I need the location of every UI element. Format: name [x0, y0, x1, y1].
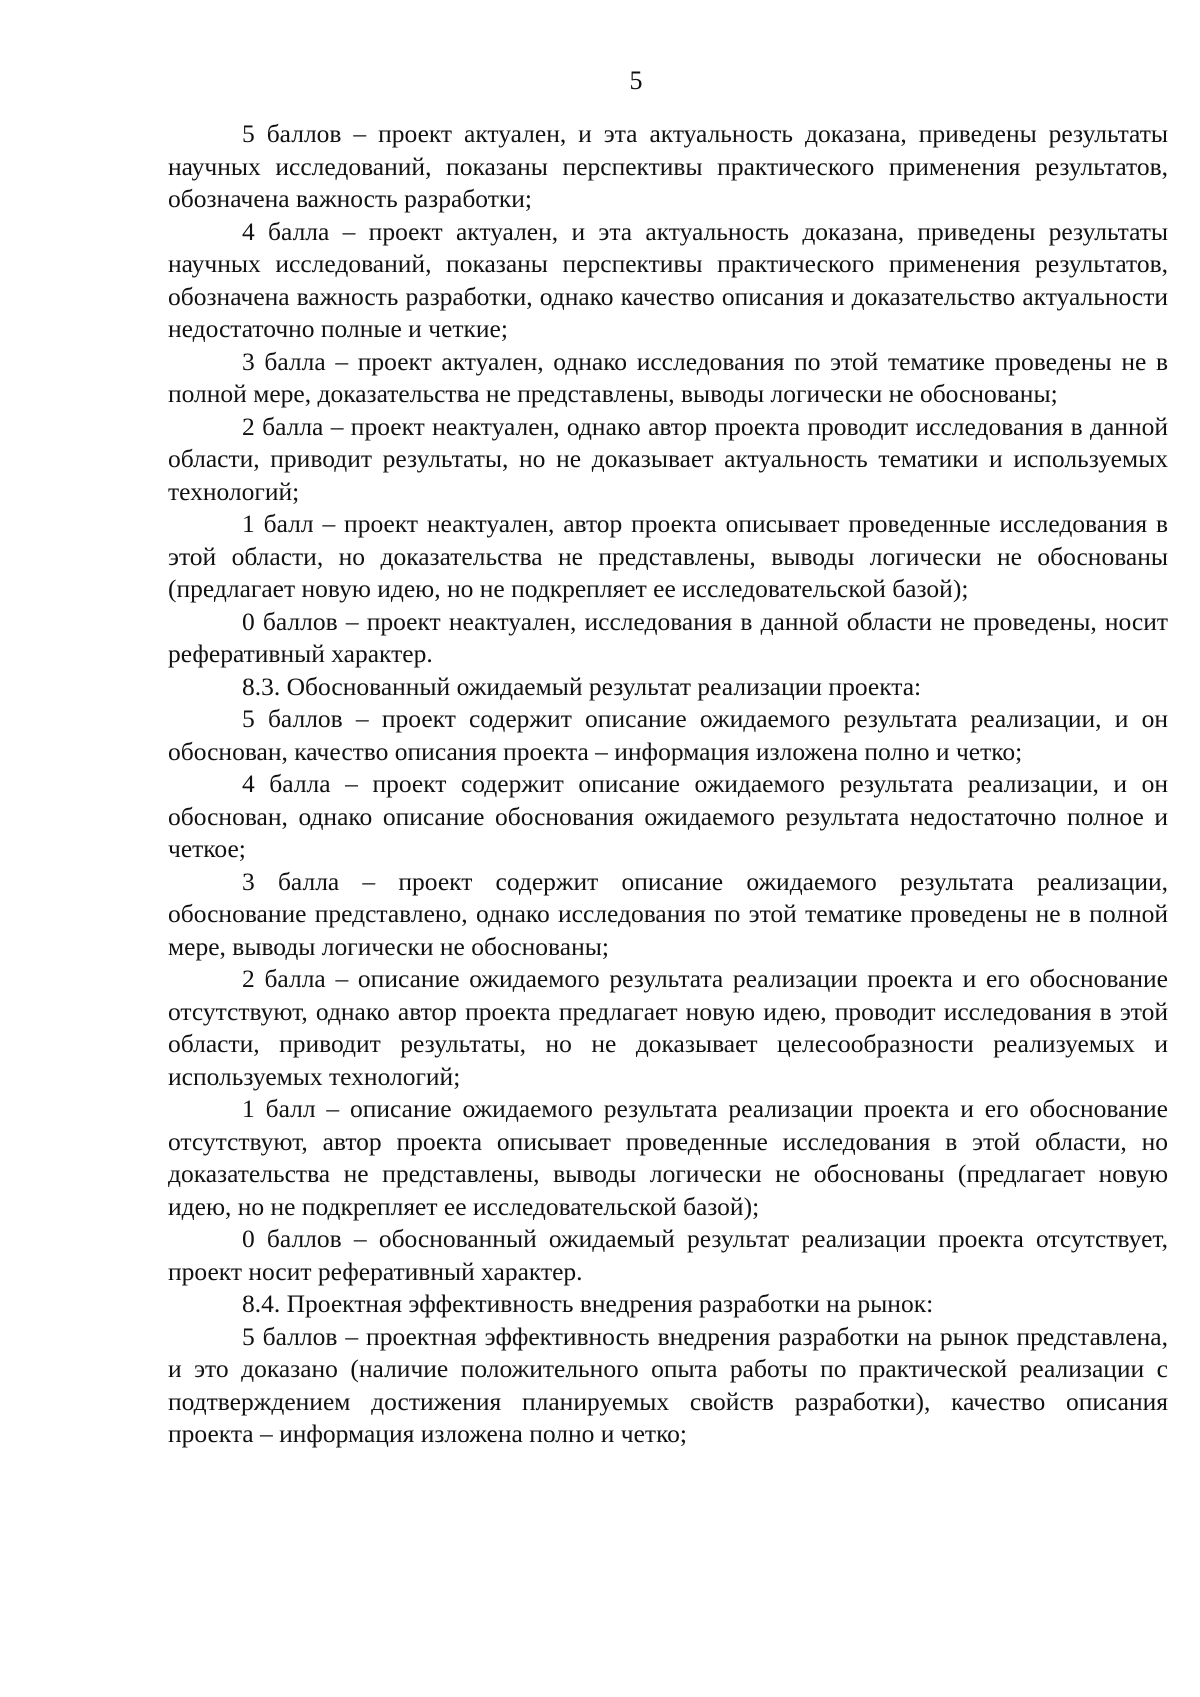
criterion-8-3-score-0: 0 баллов – обоснованный ожидаемый результат реализации проекта отсутствует, проект носит реферативный характер.: [168, 1224, 1168, 1286]
criterion-8-2-score-5: 5 баллов – проект актуален, и эта актуальность доказана, приведены результаты научных исследований, показаны перспективы практического применения результатов, обозначена важность разработки;: [168, 119, 1168, 213]
section-heading-8-3: 8.3. Обоснованный ожидаемый результат реализации проекта:: [242, 671, 922, 701]
criterion-8-2-score-0: 0 баллов – проект неактуален, исследования в данной области не проведены, носит реферативный характер.: [168, 606, 1168, 668]
criterion-8-3-score-4: 4 балла – проект содержит описание ожидаемого результата реализации, и он обоснован, однако описание обоснования ожидаемого результата недостаточно полное и четкое;: [168, 769, 1168, 863]
criterion-8-2-score-1: 1 балл – проект неактуален, автор проекта описывает проведенные исследования в этой области, но доказательства не представлены, выводы логически не обоснованы (предлагает новую идею, но не подкрепляет ее исследовательской базой);: [168, 509, 1168, 603]
criterion-8-2-score-4: 4 балла – проект актуален, и эта актуальность доказана, приведены результаты научных исследований, показаны перспективы практического применения результатов, обозначена важность разработки, однако качество описания и доказательство актуальности недостаточно полные и четкие;: [168, 216, 1168, 343]
page-number: 5: [629, 66, 643, 95]
criterion-8-3-score-1: 1 балл – описание ожидаемого результата реализации проекта и его обоснование отсутствуют, автор проекта описывает проведенные исследования в этой области, но доказательства не представлены, выводы логически не обоснованы (предлагает новую идею, но не подкрепляет ее исследовательской базой);: [168, 1094, 1168, 1221]
criterion-8-3-score-2: 2 балла – описание ожидаемого результата реализации проекта и его обоснование отсутствуют, однако автор проекта предлагает новую идею, проводит исследования в этой области, приводит результаты, но не доказывает целесообразности реализуемых и используемых технологий;: [168, 964, 1168, 1091]
criterion-8-2-score-2: 2 балла – проект неактуален, однако автор проекта проводит исследования в данной области, приводит результаты, но не доказывает актуальность тематики и используемых технологий;: [168, 411, 1168, 506]
section-heading-8-4: 8.4. Проектная эффективность внедрения разработки на рынок:: [242, 1289, 934, 1318]
document-body: [168, 118, 1168, 1451]
criterion-8-4-score-5: 5 баллов – проектная эффективность внедрения разработки на рынок представлена, и это доказано (наличие положительного опыта работы по практической реализации с подтверждением достижения планируемых свойств разработки), качество описания проекта – информация изложена полно и четко;: [168, 1321, 1168, 1448]
criterion-8-3-score-3: 3 балла – проект содержит описание ожидаемого результата реализации, обоснование представлено, однако исследования по этой тематике проведены не в полной мере, выводы логически не обоснованы;: [168, 866, 1168, 961]
criterion-8-3-score-5: 5 баллов – проект содержит описание ожидаемого результата реализации, и он обоснован, качество описания проекта – информация изложена полно и четко;: [168, 704, 1168, 766]
criterion-8-2-score-3: 3 балла – проект актуален, однако исследования по этой тематике проведены не в полной мере, доказательства не представлены, выводы логически не обоснованы;: [168, 346, 1168, 408]
